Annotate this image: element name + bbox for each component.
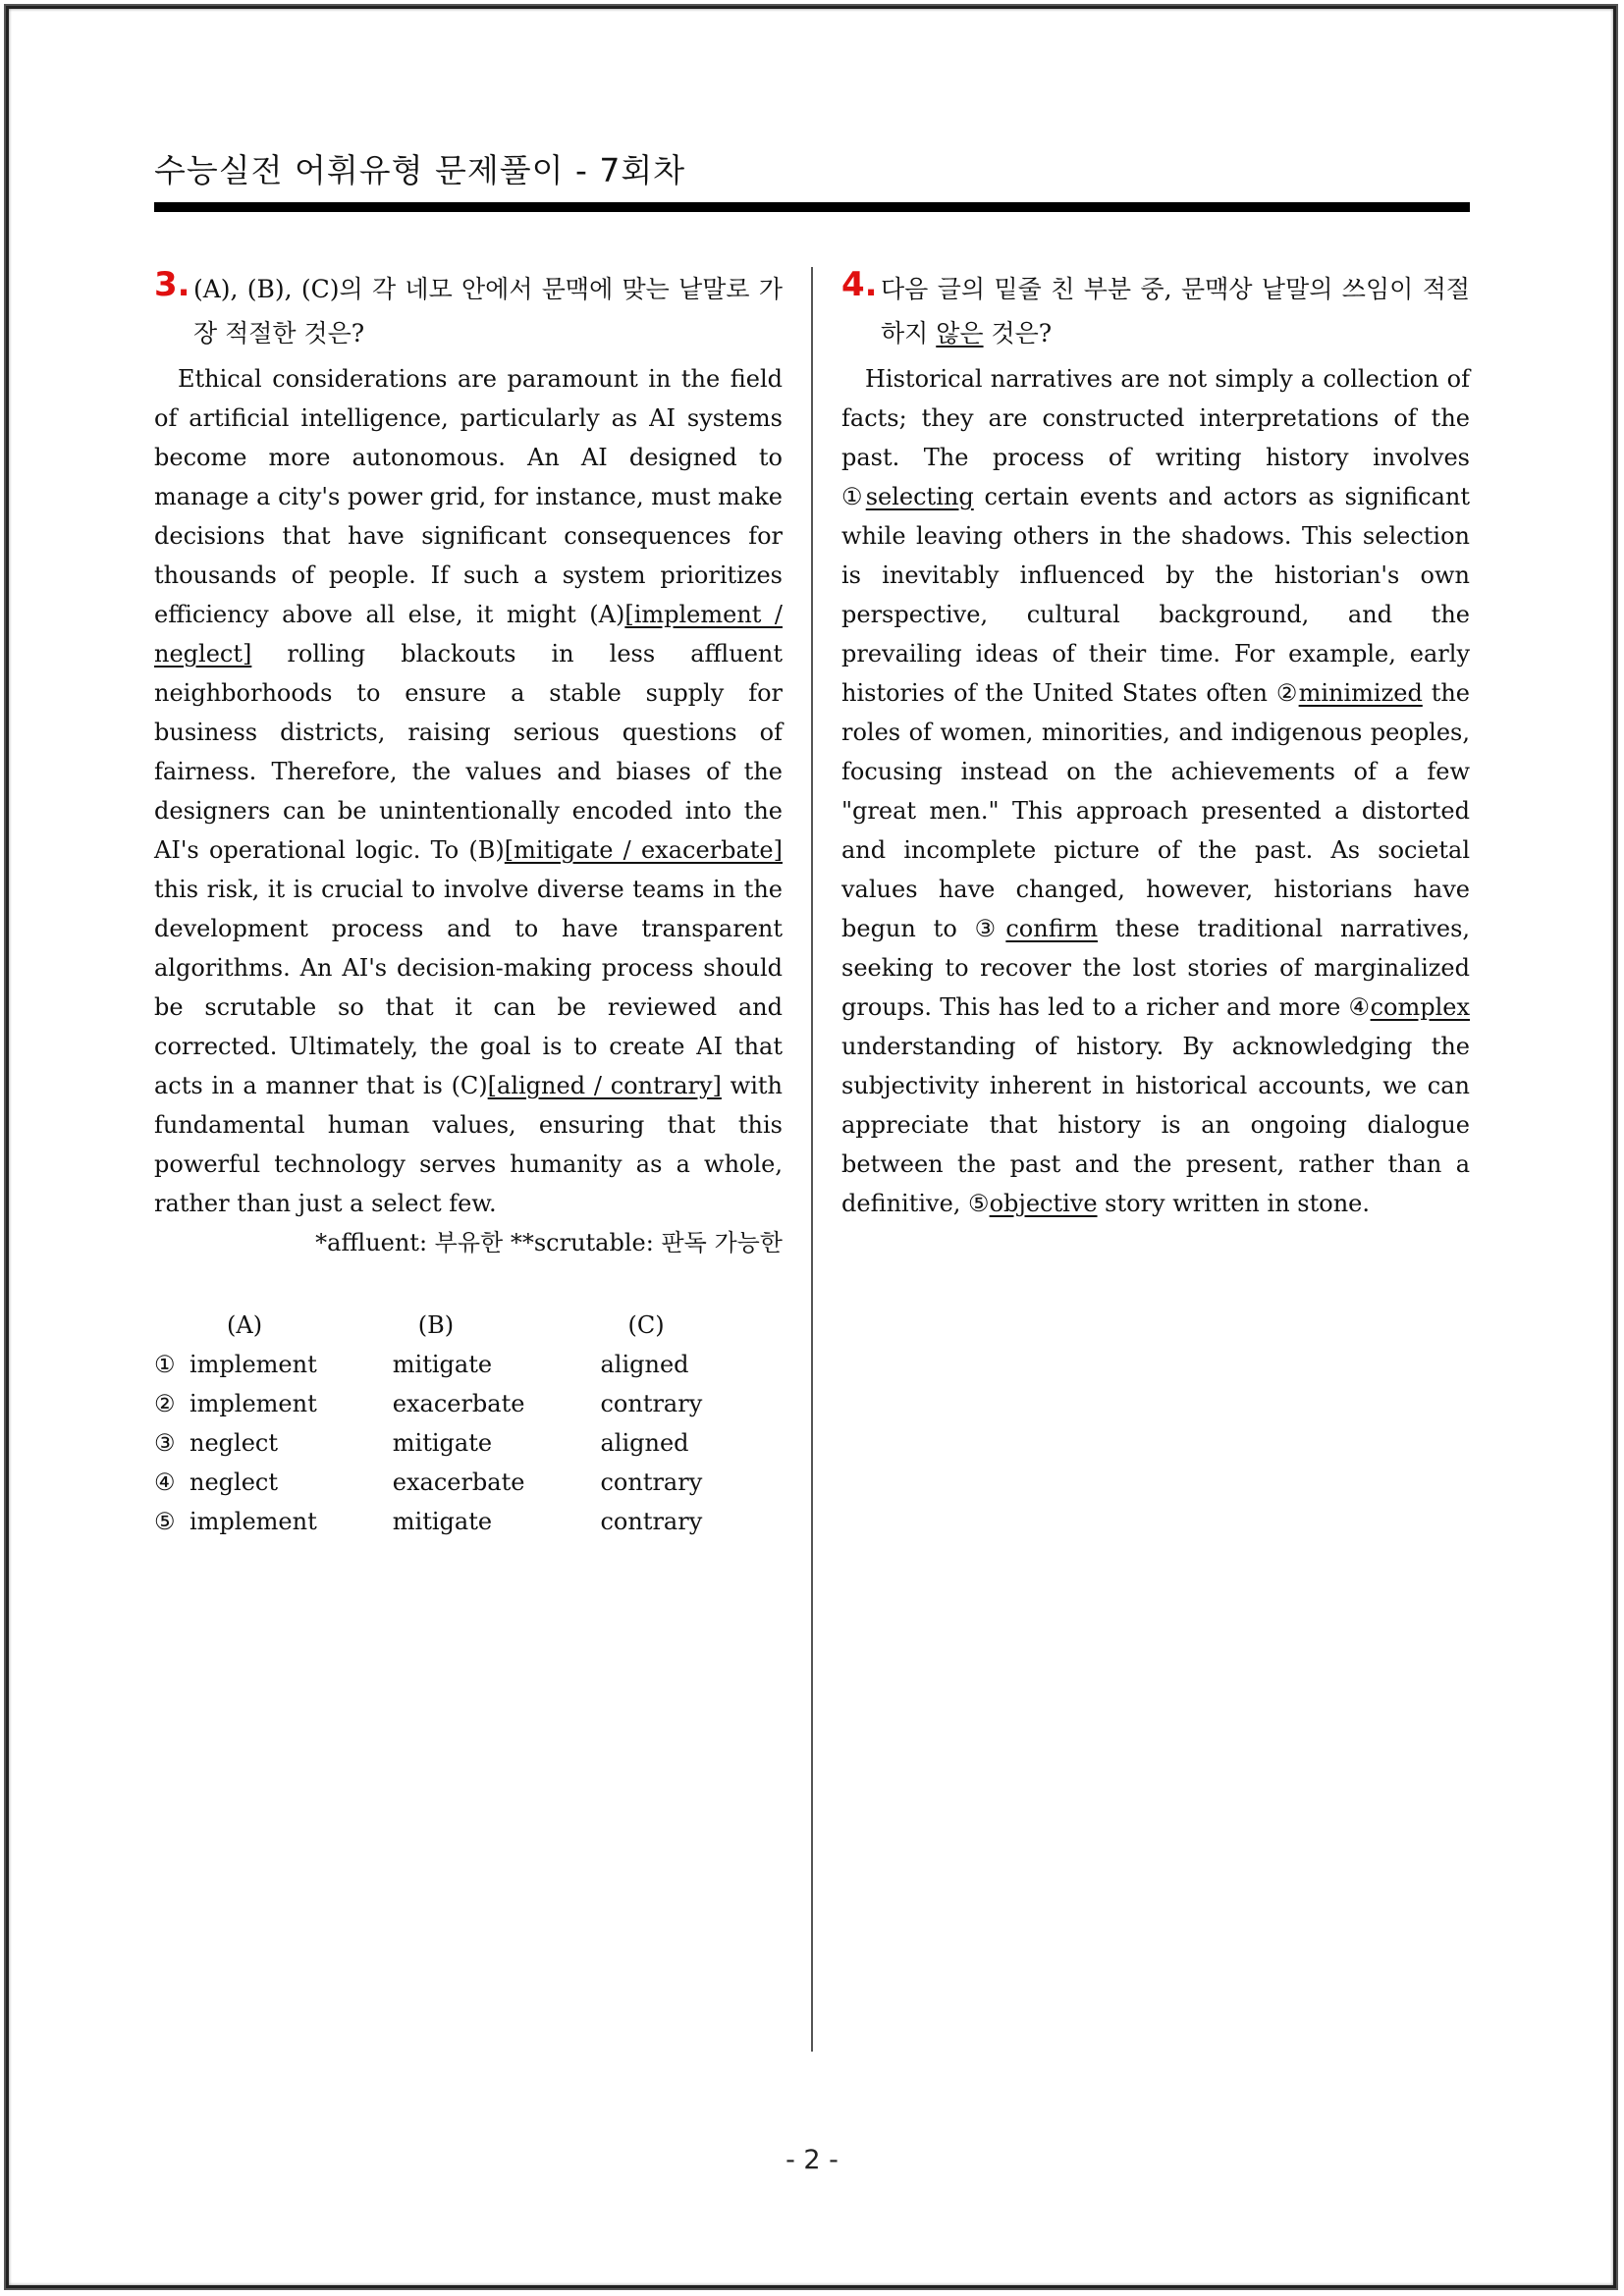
page-number: - 2 - [785, 2145, 839, 2175]
question-4-number: 4. [841, 265, 878, 304]
option-number: ① [154, 1351, 176, 1378]
question-4-header [841, 267, 1470, 355]
question-3-passage [154, 359, 783, 1223]
footnote: *affluent: 부유한 **scrutable: 판독 가능한 [315, 1229, 783, 1256]
passage-text: with fundamental human values, ensuring that this powerful technology serves humanity as a whole, rather than just a select few. [154, 1072, 783, 1217]
choice-b: [mitigate / exacerbate] [504, 836, 783, 864]
options-header-row [154, 1306, 783, 1345]
marker-5: ⑤ [968, 1190, 990, 1217]
option-b: exacerbate [392, 1390, 525, 1417]
passage-text: story written in stone. [1097, 1190, 1370, 1217]
question-3-header [154, 267, 783, 355]
option-number: ③ [154, 1429, 176, 1457]
answer-option[interactable] [154, 1384, 783, 1423]
question-4-prompt [881, 267, 1470, 355]
question-3-number: 3. [154, 265, 190, 304]
question-3-prompt: (A), (B), (C)의 각 네모 안에서 문맥에 맞는 낱말로 가장 적절한 것은? [193, 275, 783, 347]
answer-option[interactable] [154, 1423, 783, 1463]
passage-text: the roles of women, minorities, and indigenous peoples, focusing instead on the achievements of a few "great men." This approach presented a distorted and incomplete picture of the past. As societal values have changed, however, historians have begun to [841, 679, 1471, 942]
option-c: aligned [600, 1429, 689, 1457]
passage-text: certain events and actors as significant while leaving others in the shadows. This selection is inevitably influenced by the historian's own perspective, cultural background, and the prevailing ideas of their time. For example, early histories of the United States often [841, 483, 1471, 707]
option-a: neglect [189, 1429, 278, 1457]
option-a: implement [189, 1351, 317, 1378]
option-number: ④ [154, 1468, 176, 1496]
underlined-word-3: confirm [1005, 915, 1098, 942]
option-a: implement [189, 1508, 317, 1535]
prompt-text: 것은? [983, 319, 1053, 347]
underlined-word-5: objective [989, 1190, 1098, 1217]
passage-text: rolling blackouts in less affluent neighborhoods to ensure a stable supply for business districts, raising serious questions of fairness. Therefore, the values and biases of the designers can be unintentionally encoded into the AI's operational logic. To (B) [154, 640, 783, 864]
answer-options-table [154, 1306, 783, 1541]
option-b: mitigate [392, 1429, 493, 1457]
option-number: ② [154, 1390, 176, 1417]
option-c: aligned [600, 1351, 689, 1378]
passage-text: Historical narratives are not simply a collection of facts; they are constructed interpretations of the past. The process of writing history involves [841, 365, 1470, 471]
option-a: neglect [189, 1468, 278, 1496]
underlined-word-1: selecting [865, 483, 974, 510]
choice-c: [aligned / contrary] [487, 1072, 722, 1099]
option-c: contrary [600, 1468, 703, 1496]
underlined-word-4: complex [1370, 993, 1470, 1021]
option-b: mitigate [392, 1508, 493, 1535]
option-c: contrary [600, 1390, 703, 1417]
passage-text: Ethical considerations are paramount in the field of artificial intelligence, particularly as AI systems become more autonomous. An AI designed to manage a city's power grid, for instance, must make decisions that have significant consequences for thousands of people. If such a system prioritizes efficiency above all else, it might (A) [154, 365, 783, 628]
question-4 [841, 267, 1470, 1223]
options-header-b: (B) [417, 1311, 455, 1339]
prompt-emphasis: 않은 [936, 319, 984, 347]
page-title: 수능실전 어휘유형 문제풀이 - 7회차 [154, 151, 686, 189]
option-b: mitigate [392, 1351, 493, 1378]
passage-text: these traditional narratives, seeking to recover the lost stories of marginalized groups. This has led to a richer and more [841, 915, 1471, 1021]
answer-option[interactable] [154, 1345, 783, 1384]
prompt-text: 다음 글의 밑줄 친 부분 중, 문맥상 낱말의 쓰임이 적절하지 [881, 275, 1470, 347]
column-divider [811, 267, 813, 2052]
options-header-a: (A) [227, 1311, 263, 1339]
question-3 [154, 267, 783, 1541]
marker-3: ③ [974, 915, 1006, 942]
marker-2: ② [1275, 679, 1299, 707]
option-b: exacerbate [392, 1468, 525, 1496]
option-c: contrary [600, 1508, 703, 1535]
passage-text: understanding of history. By acknowledging the subjectivity inherent in historical accounts, we can appreciate that history is an ongoing dialogue between the past and the present, rather than a definitive, [841, 1033, 1470, 1217]
passage-text: this risk, it is crucial to involve diverse teams in the development process and to have transparent algorithms. An AI's decision-making process should be scrutable so that it can be reviewed and corrected. Ultimately, the goal is to create AI that acts in a manner that is (C) [154, 876, 783, 1099]
underlined-word-2: minimized [1298, 679, 1423, 707]
marker-1: ① [841, 483, 866, 510]
answer-option[interactable] [154, 1463, 783, 1502]
options-header-c: (C) [627, 1311, 665, 1339]
answer-option[interactable] [154, 1502, 783, 1541]
question-4-passage [841, 359, 1470, 1223]
choice-a: [implement / neglect] [154, 601, 783, 667]
option-a: implement [189, 1390, 317, 1417]
header-rule [154, 202, 1470, 212]
option-number: ⑤ [154, 1508, 176, 1535]
marker-4: ④ [1348, 993, 1371, 1021]
